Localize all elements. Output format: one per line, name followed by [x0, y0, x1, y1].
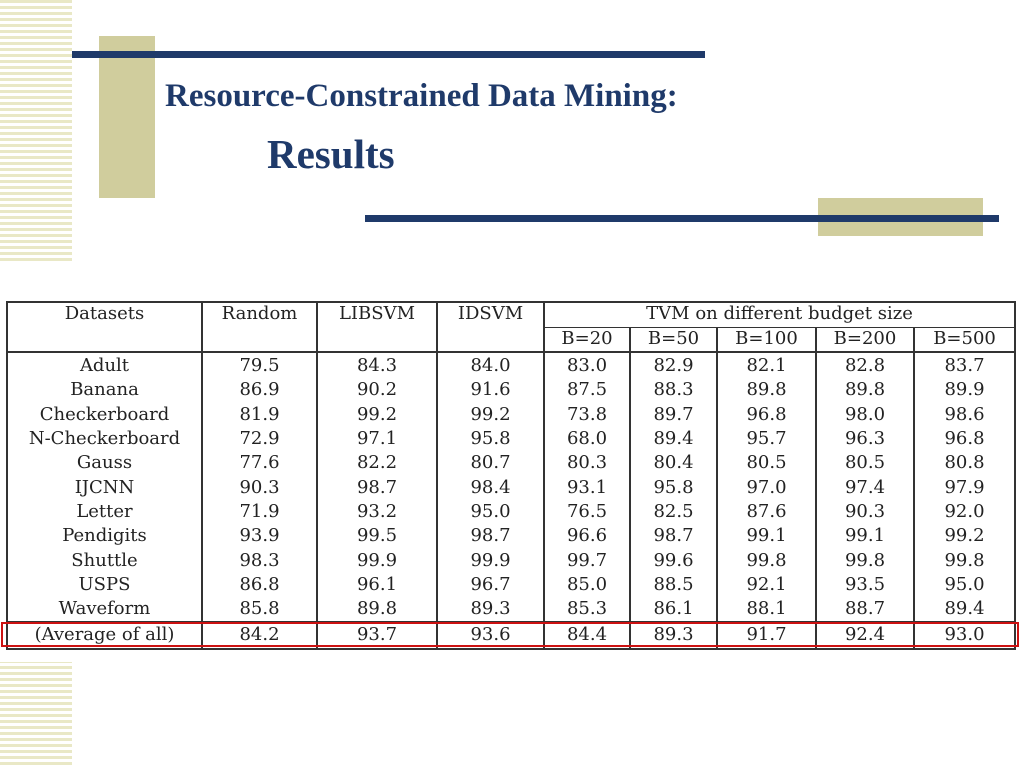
dataset-name-cell: Gauss — [7, 451, 202, 475]
value-cell: 89.9 — [914, 378, 1015, 402]
value-cell: 84.3 — [317, 352, 437, 378]
value-cell: 84.4 — [544, 622, 630, 648]
value-cell: 98.7 — [437, 524, 544, 548]
value-cell: 96.1 — [317, 573, 437, 597]
value-cell: 97.4 — [816, 475, 914, 499]
value-cell: 79.5 — [202, 352, 317, 378]
value-cell: 98.6 — [914, 403, 1015, 427]
slide-subtitle: Results — [267, 131, 395, 177]
value-cell: 81.9 — [202, 403, 317, 427]
value-cell: 95.8 — [437, 427, 544, 451]
value-cell: 93.1 — [544, 475, 630, 499]
table-row — [7, 403, 1015, 427]
dataset-name-cell: IJCNN — [7, 475, 202, 499]
value-cell: 99.9 — [317, 548, 437, 572]
value-cell: 96.3 — [816, 427, 914, 451]
value-cell: 99.1 — [717, 524, 816, 548]
value-cell: 88.7 — [816, 597, 914, 622]
value-cell: 97.9 — [914, 475, 1015, 499]
value-cell: 83.0 — [544, 352, 630, 378]
value-cell: 95.8 — [630, 475, 717, 499]
value-cell: 92.1 — [717, 573, 816, 597]
table-row — [7, 524, 1015, 548]
value-cell: 90.3 — [202, 475, 317, 499]
header-budget-b100: B=100 — [717, 328, 816, 353]
header-random: Random — [202, 302, 317, 352]
table-row — [7, 548, 1015, 572]
value-cell: 68.0 — [544, 427, 630, 451]
value-cell: 93.9 — [202, 524, 317, 548]
table-row — [7, 427, 1015, 451]
value-cell: 97.1 — [317, 427, 437, 451]
results-table-container — [6, 301, 1014, 650]
value-cell: 71.9 — [202, 500, 317, 524]
value-cell: 92.4 — [816, 622, 914, 648]
header-idsvm: IDSVM — [437, 302, 544, 352]
value-cell: 93.6 — [437, 622, 544, 648]
value-cell: 80.4 — [630, 451, 717, 475]
value-cell: 96.7 — [437, 573, 544, 597]
dataset-name-cell: (Average of all) — [7, 622, 202, 648]
value-cell: 99.5 — [317, 524, 437, 548]
value-cell: 72.9 — [202, 427, 317, 451]
header-libsvm: LIBSVM — [317, 302, 437, 352]
value-cell: 85.3 — [544, 597, 630, 622]
value-cell: 98.7 — [317, 475, 437, 499]
value-cell: 95.0 — [914, 573, 1015, 597]
table-row — [7, 597, 1015, 622]
value-cell: 82.2 — [317, 451, 437, 475]
value-cell: 99.2 — [437, 403, 544, 427]
value-cell: 73.8 — [544, 403, 630, 427]
value-cell: 89.8 — [816, 378, 914, 402]
value-cell: 89.3 — [630, 622, 717, 648]
bottom-rule — [365, 215, 999, 222]
value-cell: 76.5 — [544, 500, 630, 524]
results-table-body — [7, 352, 1015, 649]
value-cell: 88.3 — [630, 378, 717, 402]
value-cell: 80.5 — [816, 451, 914, 475]
value-cell: 98.7 — [630, 524, 717, 548]
value-cell: 80.7 — [437, 451, 544, 475]
value-cell: 86.8 — [202, 573, 317, 597]
value-cell: 99.8 — [816, 548, 914, 572]
dataset-name-cell: Adult — [7, 352, 202, 378]
tan-accent-block-top — [99, 36, 155, 198]
value-cell: 84.0 — [437, 352, 544, 378]
value-cell: 99.7 — [544, 548, 630, 572]
table-row — [7, 573, 1015, 597]
value-cell: 93.5 — [816, 573, 914, 597]
table-row — [7, 475, 1015, 499]
value-cell: 96.8 — [717, 403, 816, 427]
value-cell: 77.6 — [202, 451, 317, 475]
dataset-name-cell: Shuttle — [7, 548, 202, 572]
value-cell: 84.2 — [202, 622, 317, 648]
value-cell: 86.9 — [202, 378, 317, 402]
value-cell: 82.1 — [717, 352, 816, 378]
table-row — [7, 451, 1015, 475]
value-cell: 88.5 — [630, 573, 717, 597]
value-cell: 89.7 — [630, 403, 717, 427]
value-cell: 99.9 — [437, 548, 544, 572]
value-cell: 88.1 — [717, 597, 816, 622]
dataset-name-cell: Pendigits — [7, 524, 202, 548]
value-cell: 86.1 — [630, 597, 717, 622]
value-cell: 99.8 — [717, 548, 816, 572]
value-cell: 95.0 — [437, 500, 544, 524]
dataset-name-cell: Waveform — [7, 597, 202, 622]
header-budget-b20: B=20 — [544, 328, 630, 353]
slide-title: Resource-Constrained Data Mining: — [165, 78, 678, 114]
value-cell: 80.5 — [717, 451, 816, 475]
header-budget-b50: B=50 — [630, 328, 717, 353]
value-cell: 89.8 — [717, 378, 816, 402]
table-row — [7, 378, 1015, 402]
value-cell: 85.8 — [202, 597, 317, 622]
value-cell: 99.6 — [630, 548, 717, 572]
results-table — [6, 301, 1016, 650]
value-cell: 90.2 — [317, 378, 437, 402]
value-cell: 96.6 — [544, 524, 630, 548]
value-cell: 82.8 — [816, 352, 914, 378]
dataset-name-cell: Letter — [7, 500, 202, 524]
dataset-name-cell: N-Checkerboard — [7, 427, 202, 451]
value-cell: 93.2 — [317, 500, 437, 524]
value-cell: 89.4 — [914, 597, 1015, 622]
value-cell: 83.7 — [914, 352, 1015, 378]
value-cell: 97.0 — [717, 475, 816, 499]
header-budget-b200: B=200 — [816, 328, 914, 353]
value-cell: 99.1 — [816, 524, 914, 548]
value-cell: 89.8 — [317, 597, 437, 622]
table-row — [7, 500, 1015, 524]
top-rule — [72, 51, 705, 58]
value-cell: 99.2 — [914, 524, 1015, 548]
header-budget-b500: B=500 — [914, 328, 1015, 353]
value-cell: 85.0 — [544, 573, 630, 597]
value-cell: 89.4 — [630, 427, 717, 451]
value-cell: 90.3 — [816, 500, 914, 524]
value-cell: 87.5 — [544, 378, 630, 402]
value-cell: 98.0 — [816, 403, 914, 427]
value-cell: 89.3 — [437, 597, 544, 622]
table-row-average — [7, 622, 1015, 648]
value-cell: 99.8 — [914, 548, 1015, 572]
value-cell: 91.6 — [437, 378, 544, 402]
table-row — [7, 352, 1015, 378]
value-cell: 80.3 — [544, 451, 630, 475]
value-cell: 95.7 — [717, 427, 816, 451]
value-cell: 99.2 — [317, 403, 437, 427]
value-cell: 82.9 — [630, 352, 717, 378]
header-datasets: Datasets — [7, 302, 202, 352]
value-cell: 80.8 — [914, 451, 1015, 475]
value-cell: 92.0 — [914, 500, 1015, 524]
value-cell: 98.4 — [437, 475, 544, 499]
dataset-name-cell: USPS — [7, 573, 202, 597]
value-cell: 93.7 — [317, 622, 437, 648]
value-cell: 98.3 — [202, 548, 317, 572]
value-cell: 82.5 — [630, 500, 717, 524]
header-tvm-group: TVM on different budget size — [544, 302, 1015, 328]
dataset-name-cell: Checkerboard — [7, 403, 202, 427]
value-cell: 93.0 — [914, 622, 1015, 648]
value-cell: 96.8 — [914, 427, 1015, 451]
dataset-name-cell: Banana — [7, 378, 202, 402]
value-cell: 91.7 — [717, 622, 816, 648]
value-cell: 87.6 — [717, 500, 816, 524]
